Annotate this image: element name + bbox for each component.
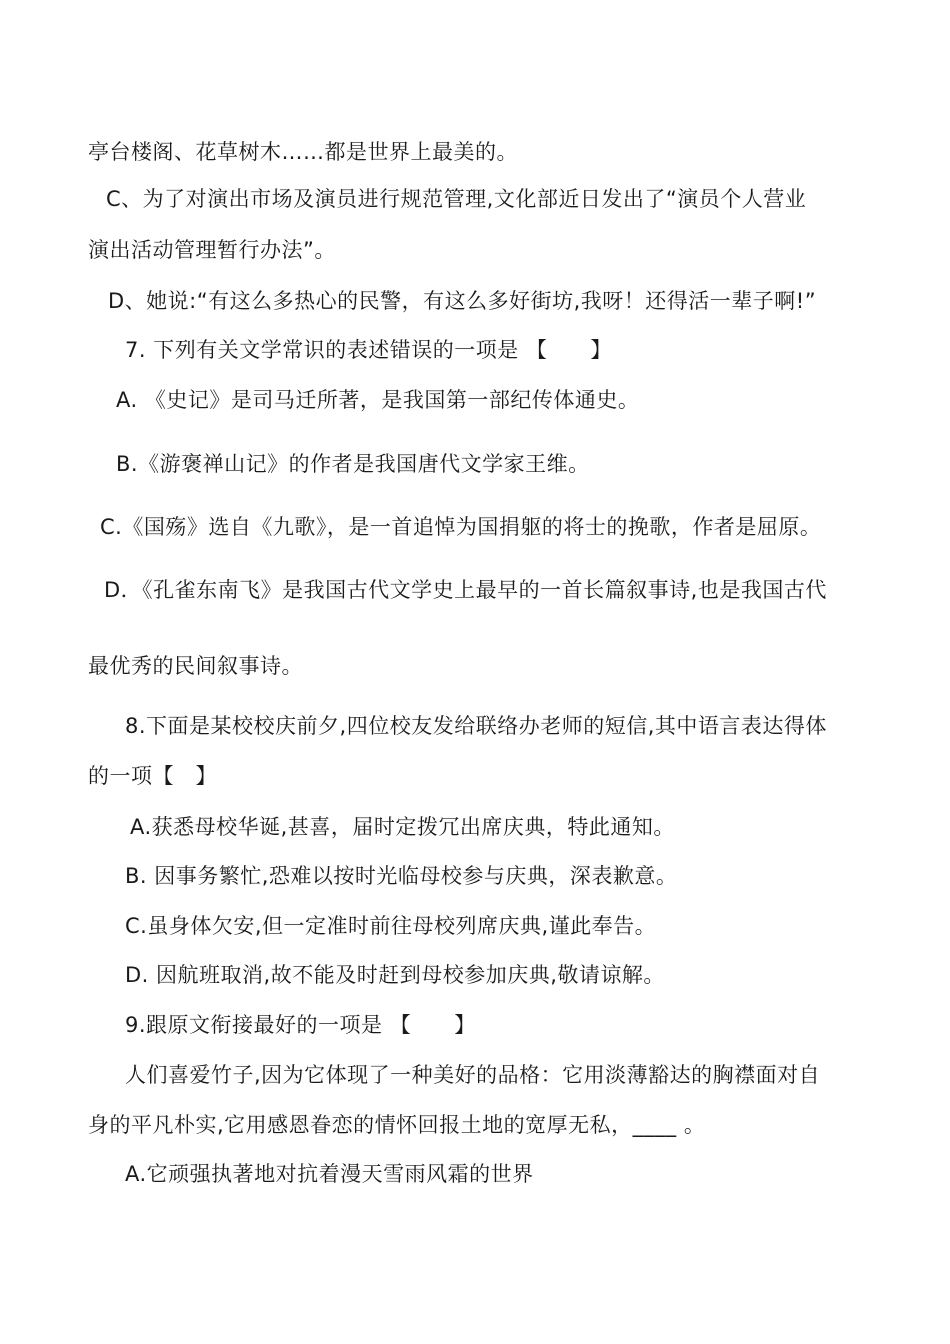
q7-option-c: C.《国殇》选自《九歌》，是一首追悼为国捐躯的将士的挽歌，作者是屈原。: [100, 515, 822, 539]
q6-option-b-continuation: 亭台楼阁、花草树木……都是世界上最美的。: [88, 140, 518, 164]
q8-stem-line2: 的一项【 】: [88, 764, 217, 788]
q8-option-d: D. 因航班取消,故不能及时赶到母校参加庆典,敬请谅解。: [125, 963, 665, 987]
q7-option-b: B.《游褒禅山记》的作者是我国唐代文学家王维。: [116, 452, 590, 476]
q9-option-a: A.它顽强执著地对抗着漫天雪雨风霜的世界: [125, 1162, 534, 1186]
q9-passage-line2: 身的平凡朴实,它用感恩眷恋的情怀回报土地的宽厚无私，____ 。: [88, 1113, 706, 1137]
q8-option-a: A.获悉母校华诞,甚喜，届时定拨冗出席庆典，特此通知。: [130, 815, 675, 839]
q6-option-d: D、她说:“有这么多热心的民警，有这么多好街坊,我呀！还得活一辈子啊!”: [108, 289, 817, 313]
q7-stem: 7. 下列有关文学常识的表述错误的一项是 【 】: [125, 338, 612, 362]
q8-option-b: B. 因事务繁忙,恐难以按时光临母校参与庆典，深表歉意。: [125, 864, 678, 888]
q6-option-c-line1: C、为了对演出市场及演员进行规范管理,文化部近日发出了“演员个人营业: [106, 187, 807, 211]
q9-passage-line1: 人们喜爱竹子,因为它体现了一种美好的品格：它用淡薄豁达的胸襟面对自: [125, 1063, 821, 1087]
q7-option-d-line1: D．《孔雀东南飞》是我国古代文学史上最早的一首长篇叙事诗,也是我国古代: [104, 578, 827, 602]
q6-option-c-line2: 演出活动管理暂行办法”。: [88, 238, 336, 262]
q7-option-a: A. 《史记》是司马迁所著，是我国第一部纪传体通史。: [116, 388, 640, 412]
q8-stem-line1: 8.下面是某校校庆前夕,四位校友发给联络办老师的短信,其中语言表达得体: [125, 714, 827, 738]
q8-option-c: C.虽身体欠安,但一定准时前往母校列席庆典,谨此奉告。: [125, 914, 657, 938]
q7-option-d-line2: 最优秀的民间叙事诗。: [88, 654, 303, 678]
q9-stem: 9.跟原文衔接最好的一项是 【 】: [125, 1013, 476, 1037]
